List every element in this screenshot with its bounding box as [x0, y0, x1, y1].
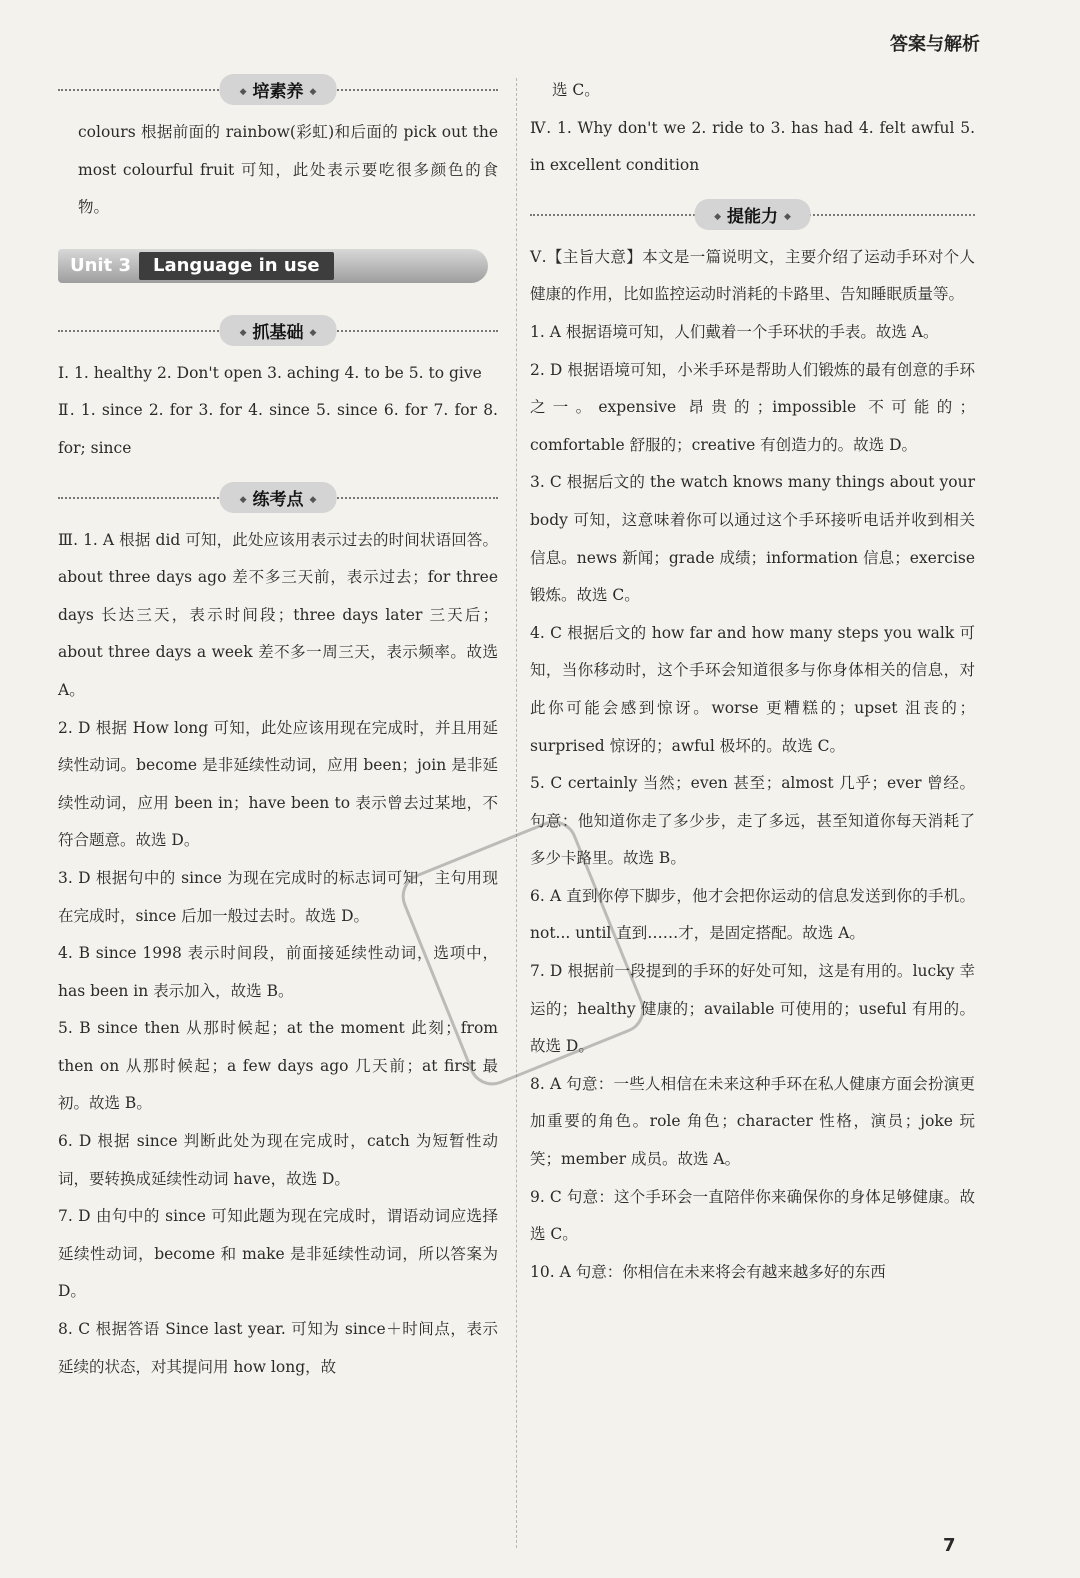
section-banner-peisuyang — [58, 72, 498, 108]
answer-entry: 4. C 根据后文的 how far and how many steps you walk 可知，当你移动时，这个手环会知道很多与你身体相关的信息，对此你可能会感到惊讶。worse 更糟糕的；upset 沮丧的；surprised 惊讶的；awful 极坏的。故选 C。 — [530, 623, 975, 755]
answer-entry: 5. C certainly 当然；even 甚至；almost 几乎；ever 曾经。句意：他知道你走了多少步，走了多远，甚至知道你每天消耗了多少卡路里。故选 B。 — [530, 774, 975, 868]
answer-entry: 7. D 由句中的 since 可知此题为现在完成时，谓语动词应选择延续性动词，become 和 make 是非延续性动词，所以答案为 D。 — [58, 1207, 498, 1301]
section-banner-liankaodian — [58, 480, 498, 516]
answer-entry: 6. A 直到你停下脚步，他才会把你运动的信息发送到你的手机。not... until 直到……才，是固定搭配。故选 A。 — [530, 886, 975, 943]
section-banner-zhuajichu — [58, 313, 498, 349]
right-column — [530, 72, 975, 1291]
answer-entry: 3. D 根据句中的 since 为现在完成时的标志词可知，主句用现在完成时，since 后加一般过去时。故选 D。 — [58, 868, 498, 925]
answer-entry: Ⅰ. 1. healthy 2. Don't open 3. aching 4. to be 5. to give — [58, 363, 482, 382]
answer-entry: colours 根据前面的 rainbow(彩虹)和后面的 pick out the most colourful fruit 可知，此处表示要吃很多颜色的食物。 — [78, 123, 498, 217]
section-title: ◆ 培素养 ◆ — [220, 74, 337, 105]
answer-entry: 4. B since 1998 表示时间段，前面接延续性动词，选项中，has been in 表示加入，故选 B。 — [58, 944, 498, 1000]
section-title: ◆ 抓基础 ◆ — [220, 315, 337, 346]
answer-entry: Ⅳ. 1. Why don't we 2. ride to 3. has had 4. felt awful 5. in excellent condition — [530, 118, 975, 175]
left-column — [58, 72, 498, 1386]
section-title: ◆ 练考点 ◆ — [220, 482, 337, 513]
section-title: ◆ 提能力 ◆ — [694, 199, 811, 230]
section-banner-tinengli — [530, 197, 975, 233]
page-number: 7 — [943, 1535, 956, 1556]
answer-entry: 7. D 根据前一段提到的手环的好处可知，这是有用的。lucky 幸运的；healthy 健康的；available 可使用的；useful 有用的。故选 D。 — [530, 962, 975, 1056]
corner-logo — [908, 1508, 1068, 1568]
answer-entry: Ⅴ.【主旨大意】本文是一篇说明文，主要介绍了运动手环对个人健康的作用，比如监控运动时消耗的卡路里、告知睡眠质量等。 — [530, 247, 975, 304]
answer-entry: Ⅲ. 1. A 根据 did 可知，此处应该用表示过去的时间状语回答。about three days ago 差不多三天前，表示过去；for three days 长达三天，表示时间段；three days later 三天后；about three days a week 差不多一周三天，表示频率。故选 A。 — [58, 530, 498, 699]
answer-entry: 10. A 句意：你相信在未来将会有越来越多好的东西 — [530, 1262, 886, 1281]
answer-entry: 3. C 根据后文的 the watch knows many things about your body 可知，这意味着你可以通过这个手环接听电话并收到相关信息。news 新闻；grade 成绩；information 信息；exercise 锻炼。故选 C。 — [530, 473, 975, 605]
answer-entry: Ⅱ. 1. since 2. for 3. for 4. since 5. since 6. for 7. for 8. for; since — [58, 401, 498, 457]
answer-entry: 8. A 句意：一些人相信在未来这种手环在私人健康方面会扮演更加重要的角色。role 角色；character 性格，演员；joke 玩笑；member 成员。故选 A。 — [530, 1074, 975, 1169]
answer-entry: 6. D 根据 since 判断此处为现在完成时，catch 为短暂性动词，要转换成延续性动词 have，故选 D。 — [58, 1132, 498, 1188]
answer-entry: 2. D 根据 How long 可知，此处应该用现在完成时，并且用延续性动词。become 是非延续性动词，应用 been；join 是非延续性动词，应用 been in；have been to 表示曾去过某地，不符合题意。故选 D。 — [58, 718, 498, 850]
answer-entry: 选 C。 — [552, 81, 600, 99]
column-divider — [516, 78, 517, 1548]
answer-entry: 2. D 根据语境可知，小米手环是帮助人们锻炼的最有创意的手环之一。expensive 昂贵的；impossible 不可能的；comfortable 舒服的；creative 有创造力的。故选 D。 — [530, 360, 975, 454]
page-header: 答案与解析 — [890, 34, 980, 55]
answer-entry: 9. C 句意：这个手环会一直陪伴你来确保你的身体足够健康。故选 C。 — [530, 1187, 975, 1244]
unit-banner — [58, 249, 488, 283]
answer-entry: 1. A 根据语境可知，人们戴着一个手环状的手表。故选 A。 — [530, 322, 939, 341]
unit-name: Language in use — [139, 252, 334, 280]
answer-entry: 5. B since then 从那时候起；at the moment 此刻；from then on 从那时候起；a few days ago 几天前；at first 最初。故选 B。 — [58, 1019, 498, 1113]
unit-label: Unit 3 — [70, 254, 131, 276]
answer-entry: 8. C 根据答语 Since last year. 可知为 since＋时间点，表示延续的状态，对其提问用 how long，故 — [58, 1320, 498, 1376]
